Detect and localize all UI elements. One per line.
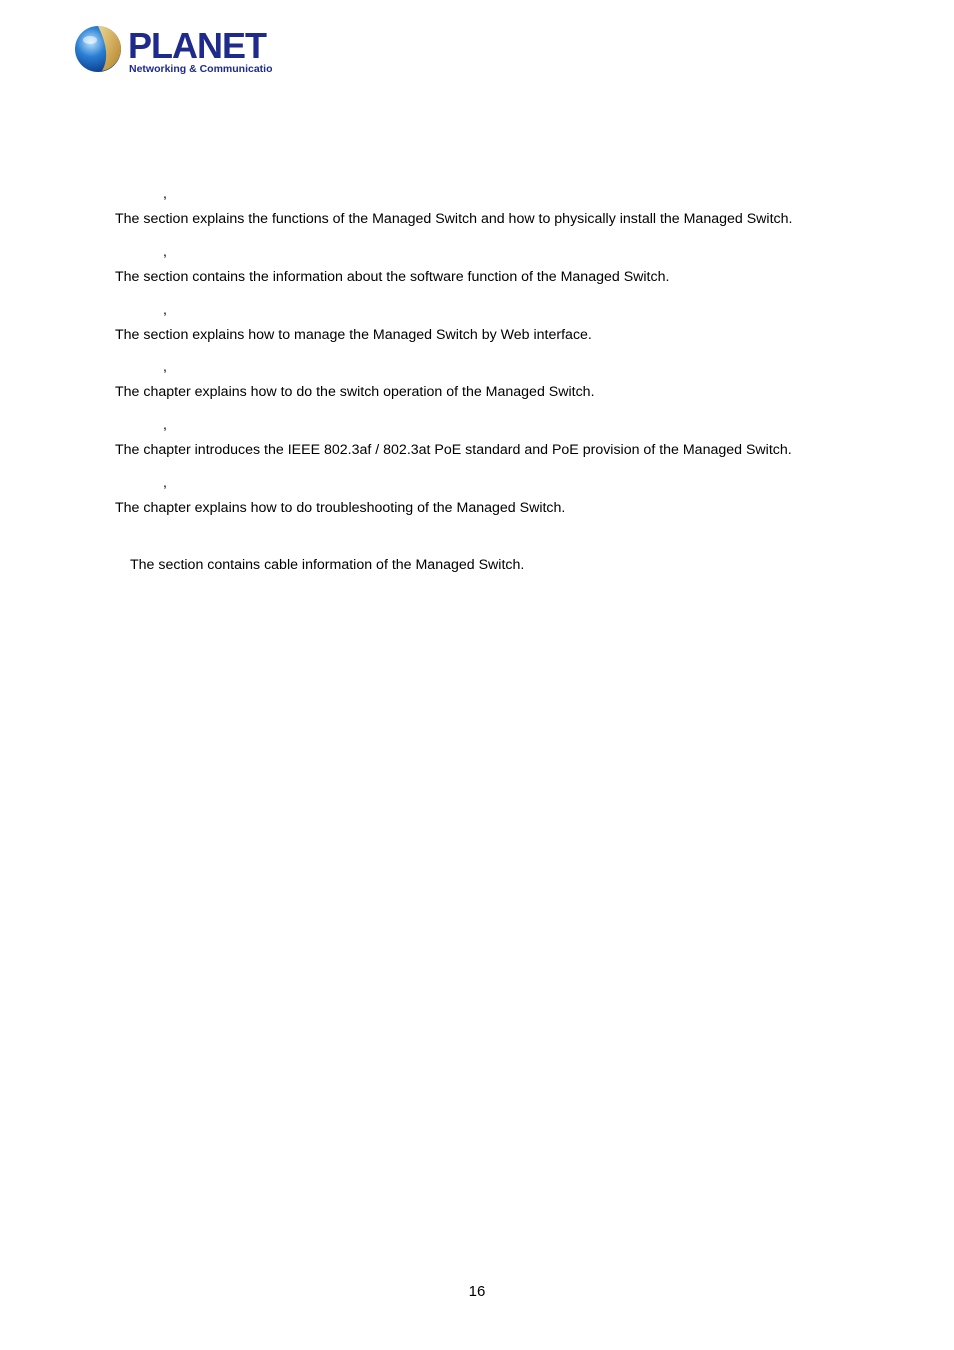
section-comma: , xyxy=(163,474,167,490)
section-comma: , xyxy=(163,358,167,374)
section-comma: , xyxy=(163,301,167,317)
logo-tagline: Networking & Communication xyxy=(129,63,272,75)
section-comma: , xyxy=(163,185,167,201)
logo-brand: PLANET xyxy=(128,25,266,66)
section-description: The section contains the information about the software function of the Managed Switch. xyxy=(115,269,670,285)
section-description: The chapter introduces the IEEE 802.3af / 802.3at PoE standard and PoE provision of the Managed Switch. xyxy=(115,442,792,458)
planet-globe-icon xyxy=(72,22,272,82)
section-description: The section explains the functions of the Managed Switch and how to physically install the Managed Switch. xyxy=(115,211,793,227)
section-description: The section explains how to manage the Managed Switch by Web interface. xyxy=(115,327,592,343)
section-description: The section contains cable information of the Managed Switch. xyxy=(130,557,525,573)
section-description: The chapter explains how to do the switch operation of the Managed Switch. xyxy=(115,384,595,400)
page-number: 16 xyxy=(468,1283,486,1300)
section-description: The chapter explains how to do troubleshooting of the Managed Switch. xyxy=(115,500,566,516)
section-comma: , xyxy=(163,243,167,259)
planet-logo xyxy=(72,22,272,82)
section-comma: , xyxy=(163,416,167,432)
